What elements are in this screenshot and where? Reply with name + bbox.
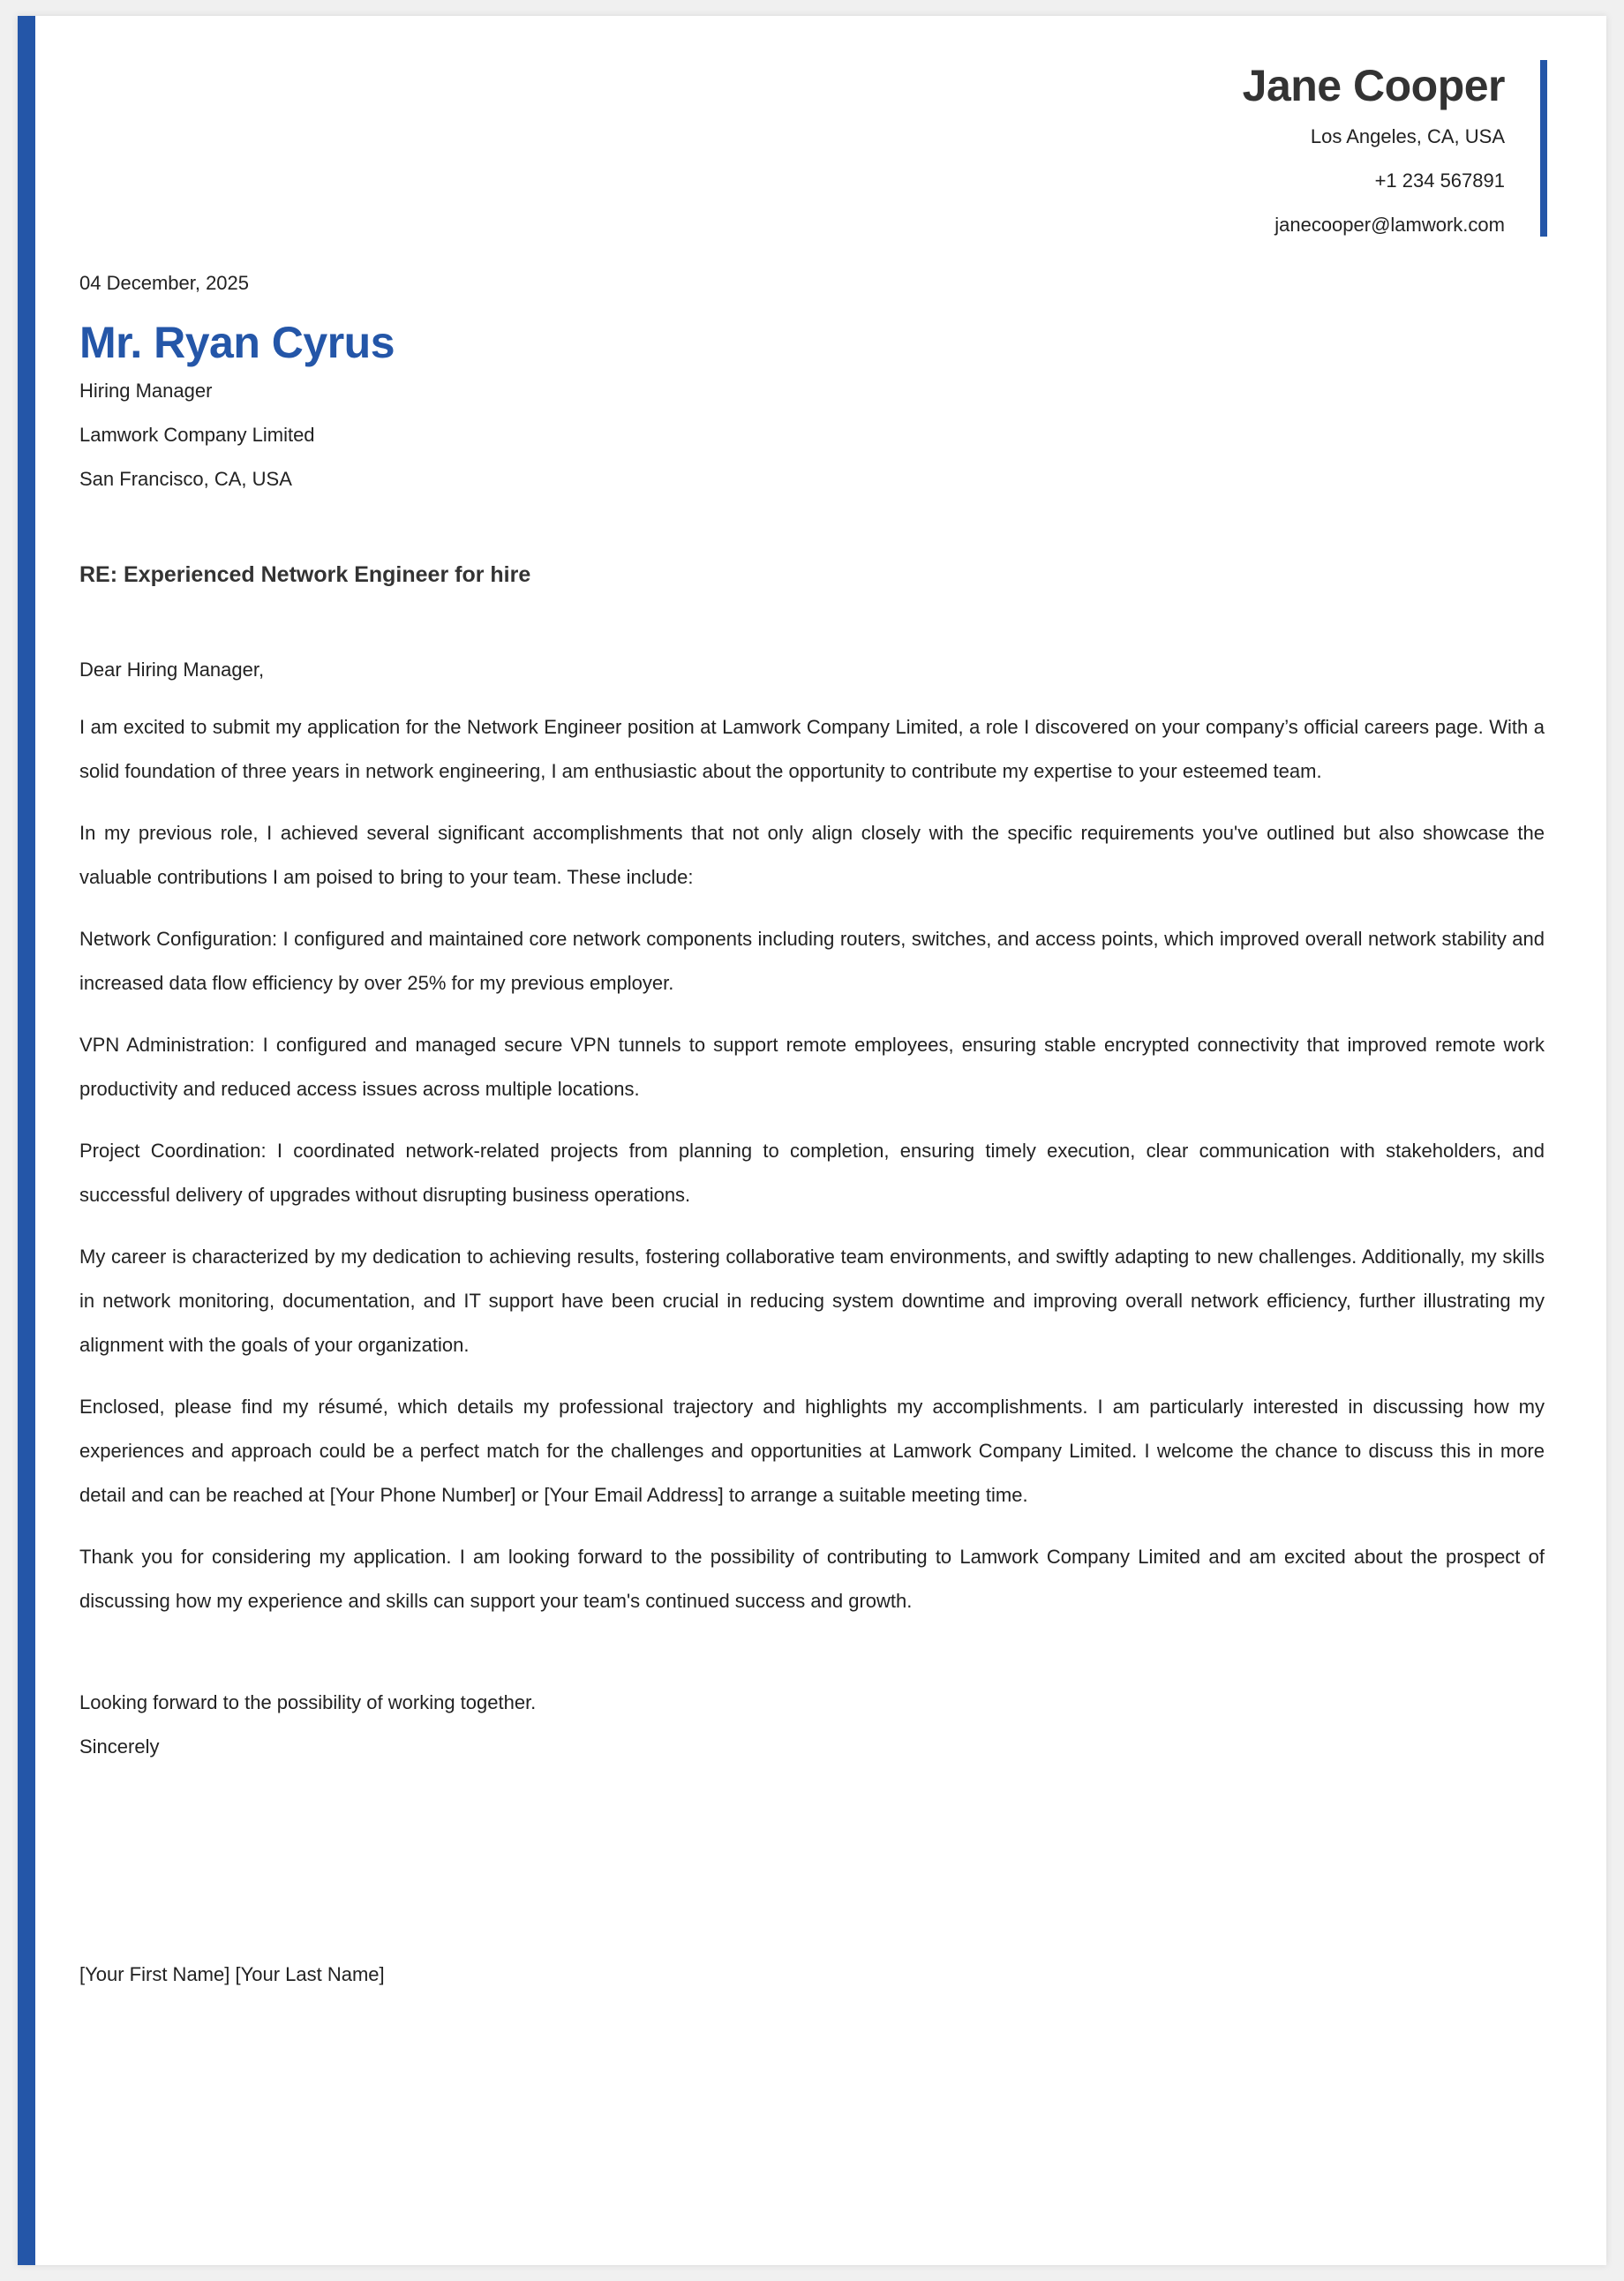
letter-page [18, 16, 1606, 2265]
paragraph-vpn-administration: VPN Administration: I configured and managed secure VPN tunnels to support remote employees, ensuring stable encrypted connectivity that improved remote work productivity and reduced access issues across multiple locations. [79, 1034, 1545, 1100]
paragraph-career: My career is characterized by my dedication to achieving results, fostering collaborative team environments, and swiftly adapting to new challenges. Additionally, my skills in network monitoring, documentation, and IT support have been crucial in reducing system downtime and improving overall network efficiency, further illustrating my alignment with the goals of your organization. [79, 1246, 1545, 1356]
sender-header [1243, 60, 1505, 247]
paragraph-project-coordination: Project Coordination: I coordinated network-related projects from planning to completion, ensuring timely execution, clear communication with stakeholders, and successful delivery of upgrades without disrupting business operations. [79, 1140, 1545, 1206]
letter-date: 04 December, 2025 [79, 272, 250, 294]
recipient-location: San Francisco, CA, USA [79, 468, 292, 490]
letter-body [79, 270, 1545, 1997]
sender-name: Jane Cooper [1242, 61, 1505, 110]
sender-email: janecooper@lamwork.com [1274, 214, 1505, 236]
paragraph-thanks: Thank you for considering my application. I am looking forward to the possibility of contributing to Lamwork Company Limited and am excited about the prospect of discussing how my experience and skills can support your team's continued success and growth. [79, 1546, 1545, 1612]
recipient-name: Mr. Ryan Cyrus [79, 318, 395, 367]
paragraph-enclosed: Enclosed, please find my résumé, which details my professional trajectory and highlights my accomplishments. I am particularly interested in discussing how my experiences and approach could be a perfect match for the challenges and opportunities at Lamwork Company Limited. I welcome the chance to discuss this in more detail and can be reached at [Your Phone Number] or [Your Email Address] to arrange a suitable meeting time. [79, 1396, 1545, 1506]
left-accent-bar [18, 16, 35, 2265]
header-accent-bar [1540, 60, 1547, 237]
paragraph-network-configuration: Network Configuration: I configured and maintained core network components including routers, switches, and access points, which improved overall network stability and increased data flow efficiency by over 25% for my previous employer. [79, 928, 1545, 994]
salutation: Dear Hiring Manager, [79, 659, 265, 681]
sender-location: Los Angeles, CA, USA [1310, 125, 1505, 147]
sender-phone: +1 234 567891 [1374, 169, 1505, 192]
recipient-company: Lamwork Company Limited [79, 424, 315, 446]
paragraph-accomplishments: In my previous role, I achieved several significant accomplishments that not only align closely with the specific requirements you've outlined but also showcase the valuable contributions I am poised to bring to your team. These include: [79, 822, 1545, 888]
recipient-title: Hiring Manager [79, 380, 213, 402]
closing-line: Looking forward to the possibility of working together. [79, 1691, 537, 1713]
paragraph-intro: I am excited to submit my application for the Network Engineer position at Lamwork Company Limited, a role I discovered on your company’s official careers page. With a solid foundation of three years in network engineering, I am enthusiastic about the opportunity to contribute my expertise to your esteemed team. [79, 716, 1545, 782]
letter-subject: RE: Experienced Network Engineer for hire [79, 562, 531, 587]
signoff: Sincerely [79, 1735, 160, 1758]
signature-name: [Your First Name] [Your Last Name] [79, 1963, 385, 1985]
